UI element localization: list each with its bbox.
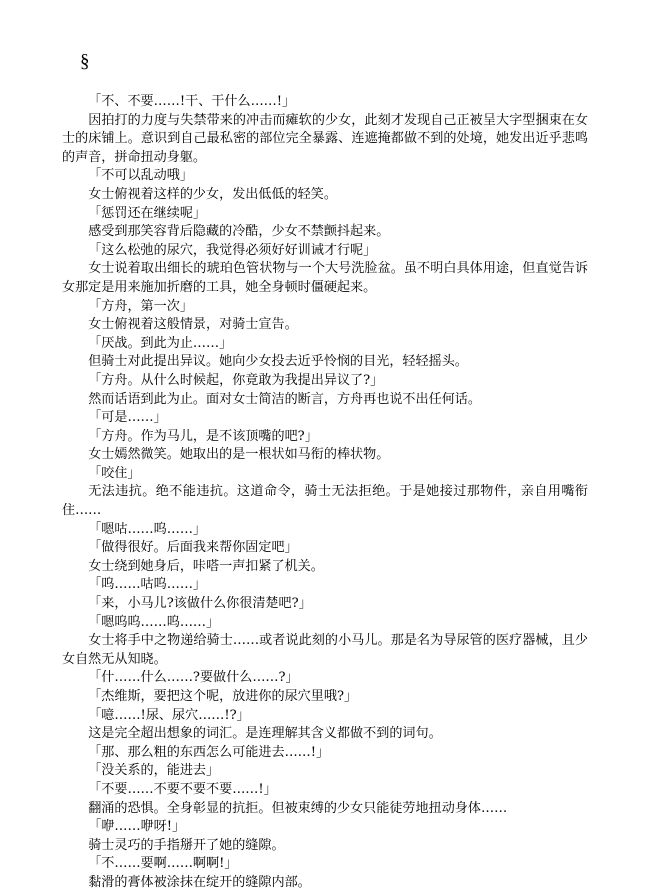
paragraph: 「不……要啊……啊啊!」 (88, 856, 238, 872)
paragraph: 「方舟。从什么时候起，你竟敢为我提出异议了?」 (88, 372, 384, 388)
paragraph: 「什……什么……?要做什么……?」 (88, 670, 299, 686)
paragraph: 「来，小马儿?该做什么你很清楚吧?」 (88, 596, 312, 612)
paragraph: 「嗯呜呜……呜……」 (88, 614, 220, 630)
paragraph: 黏滑的膏体被涂抹在绽开的缝隙内部。 (88, 874, 311, 890)
paragraph: 「咬住」 (88, 465, 141, 481)
paragraph: 「没关系的，能进去」 (88, 763, 220, 779)
paragraph: 女士说着取出细长的琥珀色管状物与一个大号洗脸盆。虽不明白具体用途，但直觉告诉女那定是用来施加折磨的工具，她全身顿时僵硬起来。 (62, 261, 588, 295)
paragraph: 「嗯咕……呜……」 (88, 521, 207, 537)
paragraph: 「那、那么粗的东西怎么可能进去……!」 (88, 744, 330, 760)
paragraph: 「杰维斯，要把这个呢，放进你的尿穴里哦?」 (88, 689, 358, 704)
paragraph: 「不要……不要不要不要……!」 (88, 781, 277, 797)
paragraph: 「不可以乱动哦」 (88, 168, 193, 184)
paragraph: 女士俯视着这般情景，对骑士宣告。 (88, 317, 298, 333)
paragraph: 因拍打的力度与失禁带来的冲击而瘫软的少女，此刻才发现自己正被呈大字型捆束在女士的床铺上。意识到自己最私密的部位完全暴露、连遮掩都做不到的处境，她发出近乎悲鸣的声音，拼命扭动身躯。 (62, 112, 588, 165)
paragraph: 翻涌的恐惧。全身彰显的抗拒。但被束缚的少女只能徒劳地扭动身体…… (88, 800, 508, 816)
paragraph: 女士将手中之物递给骑士……或者说此刻的小马儿。那是名为导尿管的医疗器械，且少女自然无从知晓。 (62, 633, 588, 667)
paragraph: 感受到那笑容背后隐藏的冷酷，少女不禁颤抖起来。 (88, 224, 390, 240)
paragraph: 「惩罚还在继续呢」 (88, 205, 207, 221)
paragraph: 女士绕到她身后，咔嗒一声扣紧了机关。 (88, 558, 324, 574)
body-text (62, 93, 588, 893)
section-mark: § (80, 51, 90, 72)
paragraph: 「方舟。作为马儿，是不该顶嘴的吧?」 (88, 428, 318, 444)
paragraph: 「可是……」 (88, 410, 167, 426)
paragraph: 「噫……!尿、尿穴……!?」 (88, 707, 250, 723)
paragraph: 「这么松弛的尿穴，我觉得必须好好训诫才行呢」 (88, 242, 377, 258)
paragraph: 「咿……咿呀!」 (88, 819, 186, 835)
paragraph: 这是完全超出想象的词汇。是连理解其含义都做不到的词句。 (88, 726, 442, 742)
paragraph: 无法违抗。绝不能违抗。这道命令，骑士无法拒绝。于是她接过那物件，亲自用嘴衔住…… (62, 484, 588, 519)
paragraph: 「呜……咕呜……」 (88, 577, 207, 593)
paragraph: 「方舟，第一次」 (88, 298, 193, 314)
paragraph: 「不、不要……!干、干什么……!」 (88, 94, 296, 109)
paragraph: 然而话语到此为止。面对女士简洁的断言，方舟再也说不出任何话。 (88, 391, 481, 407)
paragraph: 「做得很好。后面我来帮你固定吧」 (88, 540, 298, 556)
paragraph: 但骑士对此提出异议。她向少女投去近乎怜悯的目光，轻轻摇头。 (88, 354, 468, 370)
paragraph: 女士嫣然微笑。她取出的是一根状如马衔的棒状物。 (88, 447, 390, 463)
paragraph: 女士俯视着这样的少女，发出低低的轻笑。 (88, 186, 337, 202)
paragraph: 骑士灵巧的手指掰开了她的缝隙。 (88, 837, 285, 853)
paragraph: 「厌战。到此为止……」 (88, 335, 233, 351)
